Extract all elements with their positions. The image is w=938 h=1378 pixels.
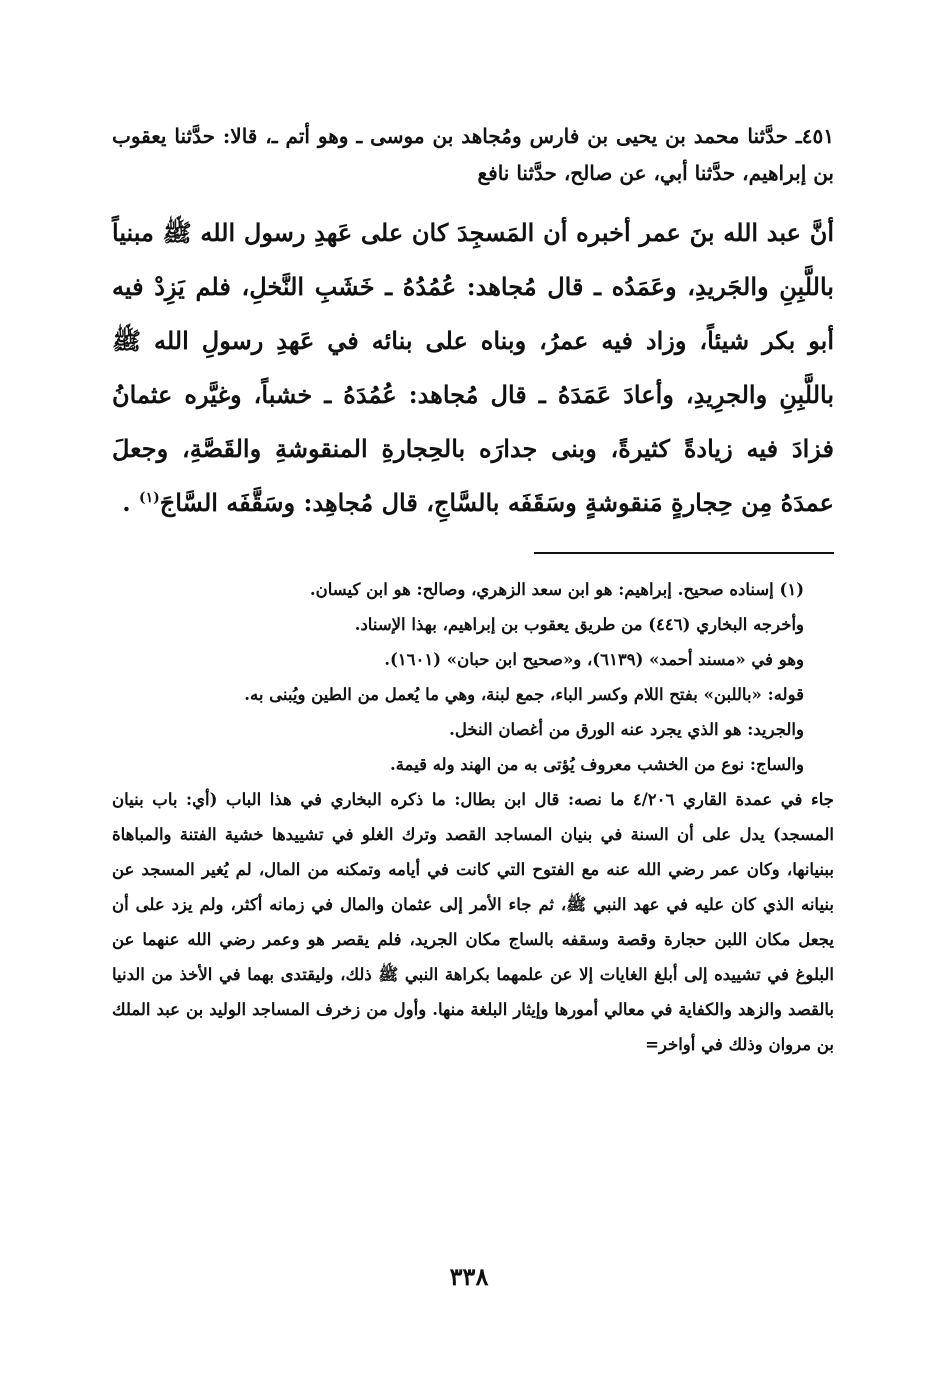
page-number: ٣٣٨ [449, 1262, 489, 1291]
hadith-matn [112, 206, 834, 530]
footnote-line: (١) إسناده صحيح. إبراهيم: هو ابن سعد الزهري، وصالح: هو ابن كيسان. [309, 580, 804, 599]
footnotes [112, 572, 834, 1062]
book-page [112, 118, 834, 1062]
footnote-line: وأخرجه البخاري (٤٤٦) من طريق يعقوب بن إبراهيم، بهذا الإسناد. [354, 615, 804, 634]
hadith-isnad [112, 118, 834, 192]
footnote-line: وهو في «مسند أحمد» (٦١٣٩)، و«صحيح ابن حبان» (١٦٠١). [384, 650, 804, 669]
isnad-text: ٤٥١ـ حدَّثنا محمد بن يحيى بن فارس ومُجاهد بن موسى ـ وهو أتم ـ، قالا: حدَّثنا يعقوب بن إبراهيم، حدَّثنا أبي، عن صالح، حدَّثنا نافع [112, 124, 834, 185]
matn-text: أنَّ عبد الله بنَ عمر أخبره أن المَسجِدَ كان على عَهدِ رسول الله ﷺ مبنياً باللَّبِنِ والجَريدِ، وعَمَدُه ـ قال مُجاهد: عُمُدُهُ ـ خَشَبِ النَّخلِ، فلم يَزِدْ فيه أبو بكر شيئاً، وزاد فيه عمرُ، وبناه على بنائه في عَهدِ رسولِ الله ﷺ باللَّبِنِ والجرِيدِ، وأعادَ عَمَدَهُ ـ قال مُجاهد: عُمُدَهُ ـ خشباً، وغيَّره عثمانُ فزادَ فيه زيادةً كثيرةً، وبنى جدارَه بالحِجارةِ المنقوشةِ والقَصَّةِ، وجعلَ عمدَهُ مِن حِجارةٍ مَنقوشةٍ وسَقَفَه بالسَّاجِ، قال مُجاهِد: وسَقَّفَه السَّاجَ [112, 218, 834, 517]
footnote-separator [534, 552, 834, 554]
footnote-line: والساج: نوع من الخشب معروف يُؤتى به من الهند وله قيمة. [389, 755, 804, 774]
footnote-line: قوله: «باللبن» بفتح اللام وكسر الباء، جمع لبنة، وهي ما يُعمل من الطين ويُبنى به. [244, 685, 804, 704]
footnote-commentary: جاء في عمدة القاري ٤/٢٠٦ ما نصه: قال ابن بطال: ما ذكره البخاري في هذا الباب (أي: باب بنيان المسجد) يدل على أن السنة في بنيان المساجد القصد وترك الغلو في تشييدها خشية الفتنة والمباهاة ببنيانها، وكان عمر رضي الله عنه مع الفتوح التي كانت في أيامه وتمكنه من المال، لم يُغير المسجد عن بنيانه الذي كان عليه في عهد النبي ﷺ، ثم جاء الأمر إلى عثمان والمال في زمانه أكثر، ولم يزد على أن يجعل مكان اللبن حجارة وقصة وسقفه بالساج مكان الجريد، فلم يقصر هو وعمر رضي الله عنهما عن البلوغ في تشييده إلى أبلغ الغايات إلا عن علمهما بكراهة النبي ﷺ ذلك، وليقتدى بهما في الأخذ من الدنيا بالقصد والزهد والكفاية في معالي أمورها وإيثار البلغة منها. وأول من زخرف المساجد الوليد بن عبد الملك بن مروان وذلك في أواخر= [112, 790, 834, 1054]
matn-end-mark: . [122, 488, 131, 517]
footnote-reference: (١) [138, 490, 160, 506]
footnote-line: والجريد: هو الذي يجرد عنه الورق من أغصان النخل. [449, 720, 804, 739]
matn-paragraph [112, 206, 834, 530]
